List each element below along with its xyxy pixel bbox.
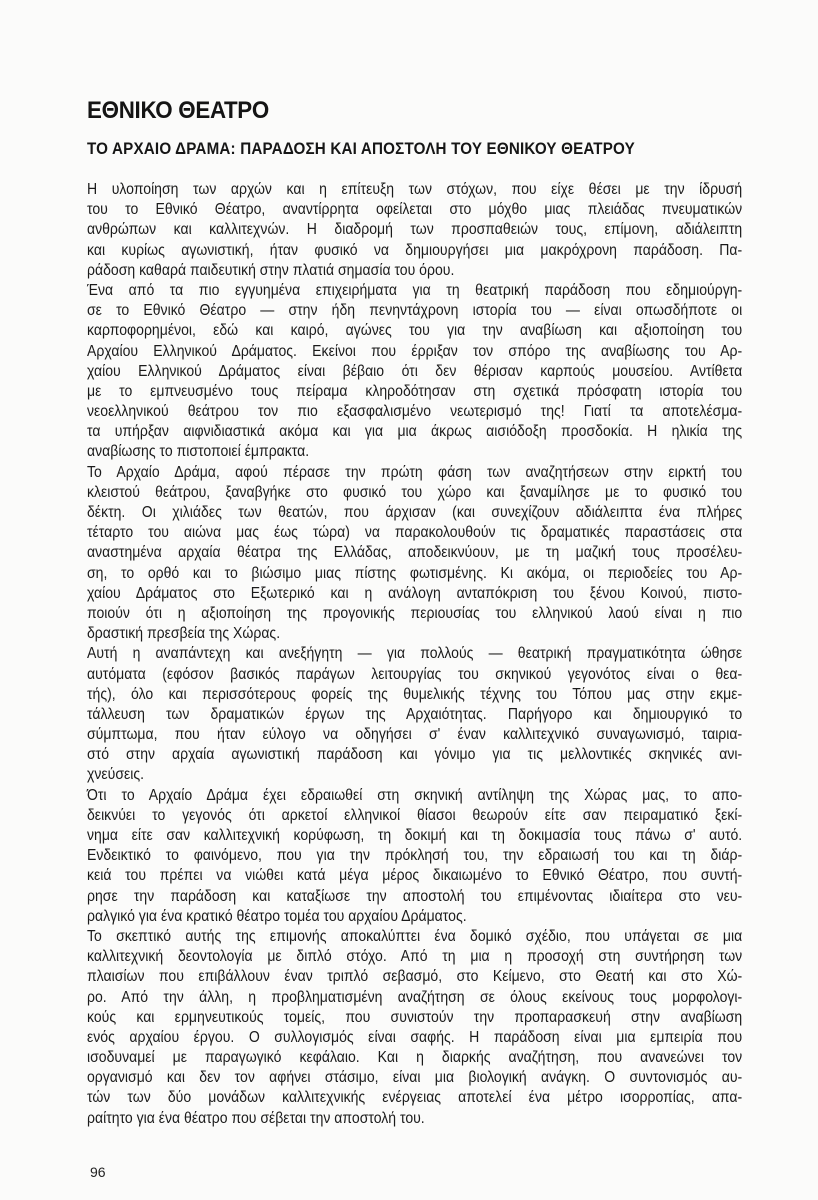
text-line: Ενδεικτικό το φαινόμενο, που για την πρόκλησή του, την εδραιωσή του και τη διάρ- <box>87 847 743 865</box>
text-line: νεοελληνικού θεάτρου τον πιο εξασφαλισμένο νεωτερισμό της! Γιατί τα αποτελέσμα- <box>87 403 743 421</box>
text-line: κούς και ερμηνευτικούς τομείς, που συνιστούν την προπαρασκευή στην αναβίωση <box>87 1008 743 1026</box>
text-line: χαίου Ελληνικού Δράματος είναι βέβαιο ότι δεν θέρισαν καρπούς μουσείου. Αντίθετα <box>87 362 743 380</box>
article-body <box>87 180 742 1129</box>
page-title: ΕΘΝΙΚΟ ΘΕΑΤΡΟ <box>87 97 270 124</box>
text-line: δραστική πρεσβεία της Χώρας. <box>87 625 281 643</box>
paragraph <box>87 463 742 645</box>
text-line: του το Εθνικό Θέατρο, αναντίρρητα οφείλεται στο μόχθο μιας πλειάδας πνευματικών <box>87 201 743 219</box>
text-line: καρποφορημένοι, εδώ και καιρό, αγώνες του για την αναβίωση και αξιοποίηση του <box>87 322 743 340</box>
text-line: κειά του πρέπει να νιώθει κατά μέγα μέρος δικαιωμένο το Εθνικό Θέατρο, που συντή- <box>87 867 743 885</box>
text-line: ανθρώπων και καλλιτεχνών. Η διαδρομή των προσπαθειών τους, επίμονη, αδιάλειπτη <box>87 221 743 239</box>
text-line: ρησε την παράδοση και καταξίωσε την αποστολή του επιμένοντας ιδιαίτερα στο νευ- <box>87 887 743 905</box>
text-line: Το σκεπτικό αυτής της επιμονής αποκαλύπτει ένα δομικό σχέδιο, που υπάγεται σε μια <box>87 927 743 945</box>
text-line: ραλγικό για ένα κρατικό θέατρο τομέα του αρχαίου Δράματος. <box>87 907 467 925</box>
page-number: 96 <box>90 1164 106 1180</box>
text-line: στό στην αρχαία αγωνιστική παράδοση και γόνιμο για τις μελλοντικές σκηνικές ανι- <box>87 746 743 764</box>
text-line: τής), όλο και περισσότερους φορείς της θυμελικής τέχνης του Τόπου μας στην εκμε- <box>87 685 743 703</box>
text-line: χνεύσεις. <box>87 766 145 784</box>
text-line: τάλλευση των δραματικών έργων της Αρχαιότητας. Παρήγορο και δημιουργικό το <box>87 705 743 723</box>
text-line: ραίτητο για ένα θέατρο που σέβεται την αποστολή του. <box>87 1109 425 1127</box>
text-line: δέκτη. Οι χιλιάδες των θεατών, που άρχισαν (και συνεχίζουν αδιάλειπτα ένα πλήρες <box>87 504 743 521</box>
paragraph <box>87 927 742 1129</box>
text-line: δεικνύει το γεγονός ότι αρκετοί ελληνικοί θίασοι θεωρούν είτε σαν πειραματικό ξεκί- <box>87 806 743 824</box>
text-line: Αυτή η αναπάντεχη και ανεξήγητη — για πολλούς — θεατρική πραγματικότητα ώθησε <box>87 645 743 663</box>
paragraph <box>87 180 742 281</box>
paragraph <box>87 281 742 463</box>
text-line: ενός αρχαίου έργου. Ο συλλογισμός είναι σαφής. Η παράδοση είναι μια εμπειρία που <box>87 1028 743 1046</box>
text-line: τα υπήρξαν αιφνιδιαστικά ακόμα και για μια άκρως αισιόδοξη προσδοκία. Η ηλικία της <box>87 423 743 441</box>
text-line: τέταρτο του αιώνα μας έως τώρα) να παρακολουθούν τις δραματικές παραστάσεις στα <box>87 524 743 542</box>
paragraph <box>87 786 742 927</box>
text-line: αυτόματα (εφόσον βασικός παράγων λειτουργίας του σκηνικού γεγονότος είναι ο θεα- <box>87 665 743 683</box>
text-line: ισοδυναμεί με παραγωγικό κεφάλαιο. Και η διαρκής αναζήτηση, που ανανεώνει τον <box>87 1049 743 1067</box>
text-line: αναβίωσης το πιστοποιεί έμπρακτα. <box>87 443 310 461</box>
text-line: καλλιτεχνική δεοντολογία με διπλό στόχο. Από τη μια η προσοχή στη συντήρηση των <box>87 948 743 966</box>
text-line: κλειστού θεάτρου, ξαναβγήκε στο φυσικό του χώρο και ξαναμίλησε με το φυσικό του <box>87 483 743 501</box>
text-line: ση, το ορθό και το βιώσιμο μιας πίστης φωτισμένης. Κι ακόμα, οι περιοδείες του Αρ- <box>87 564 743 582</box>
text-line: Αρχαίου Ελληνικού Δράματος. Εκείνοι που έρριξαν τον σπόρο της αναβίωσης του Αρ- <box>87 342 743 360</box>
text-line: σε το Εθνικό Θέατρο — στην ήδη πενηντάχρονη ιστορία του — είναι οπωσδήποτε οι <box>87 302 743 320</box>
text-line: οργανισμό και δεν τον αφήνει στάσιμο, είναι μια βιολογική ανάγκη. Ο συντονισμός αυ- <box>87 1069 743 1087</box>
text-line: νημα είτε σαν καλλιτεχνική κορύφωση, τη δοκιμή και τη δοκιμασία τους πάνω σ' αυτό. <box>87 827 743 844</box>
text-line: πλαισίων που επιβάλλουν έναν τριπλό σεβασμό, στο Κείμενο, στο Θεατή και στο Χώ- <box>87 968 743 986</box>
text-line: χαίου Δράματος στο Εξωτερικό και η ανάλογη ανταπόκριση του ξένου Κοινού, πιστο- <box>87 584 743 602</box>
text-line: Η υλοποίηση των αρχών και η επίτευξη των στόχων, που είχε θέσει με την ίδρυσή <box>87 181 743 198</box>
text-line: αναστημένα αρχαία θέατρα της Ελλάδας, αποδεικνύουν, με τη μαζική τους προσέλευ- <box>87 544 743 562</box>
page-subtitle: ΤΟ ΑΡΧΑΙΟ ΔΡΑΜΑ: ΠΑΡΑΔΟΣΗ ΚΑΙ ΑΠΟΣΤΟΛΗ ΤΟΥ ΕΘΝΙΚΟΥ ΘΕΑΤΡΟΥ <box>87 140 635 158</box>
text-line: τών των δύο μονάδων καλλιτεχνικής ενέργειας αποτελεί ένα μέτρο ισορροπίας, απα- <box>87 1089 743 1107</box>
text-line: ποιούν ότι η αξιοποίηση της προγονικής περιουσίας του ελληνικού λαού είναι η πιο <box>87 604 743 622</box>
paragraph <box>87 644 742 785</box>
text-line: και κυρίως αγωνιστική, ήταν φυσικό να δημιουργήσει μια μακρόχρονη παράδοση. Πα- <box>87 241 743 259</box>
text-line: με το εμπνευσμένο τους πείραμα κληροδότησαν στη σχετικά πρόσφατη ιστορία του <box>87 382 743 400</box>
text-line: Το Αρχαίο Δράμα, αφού πέρασε την πρώτη φάση των αναζητήσεων στην ειρκτή του <box>87 463 743 481</box>
text-line: Ότι το Αρχαίο Δράμα έχει εδραιωθεί στη σκηνική αντίληψη της Χώρας μας, το απο- <box>87 786 743 804</box>
text-line: σύμπτωμα, που ήταν εύλογο να οδηγήσει σ' έναν καλλιτεχνικό συναγωνισμό, ταιρια- <box>87 726 743 744</box>
text-line: ράδοση καθαρά παιδευτική στην πλατιά σημασία του όρου. <box>87 261 455 279</box>
text-line: Ένα από τα πιο εγγυημένα επιχειρήματα για τη θεατρική παράδοση που εδημιούργη- <box>87 281 743 299</box>
text-line: ρο. Από την άλλη, η προβληματισμένη αναζήτηση σε όλους εκείνους τους μορφολογι- <box>87 988 743 1006</box>
